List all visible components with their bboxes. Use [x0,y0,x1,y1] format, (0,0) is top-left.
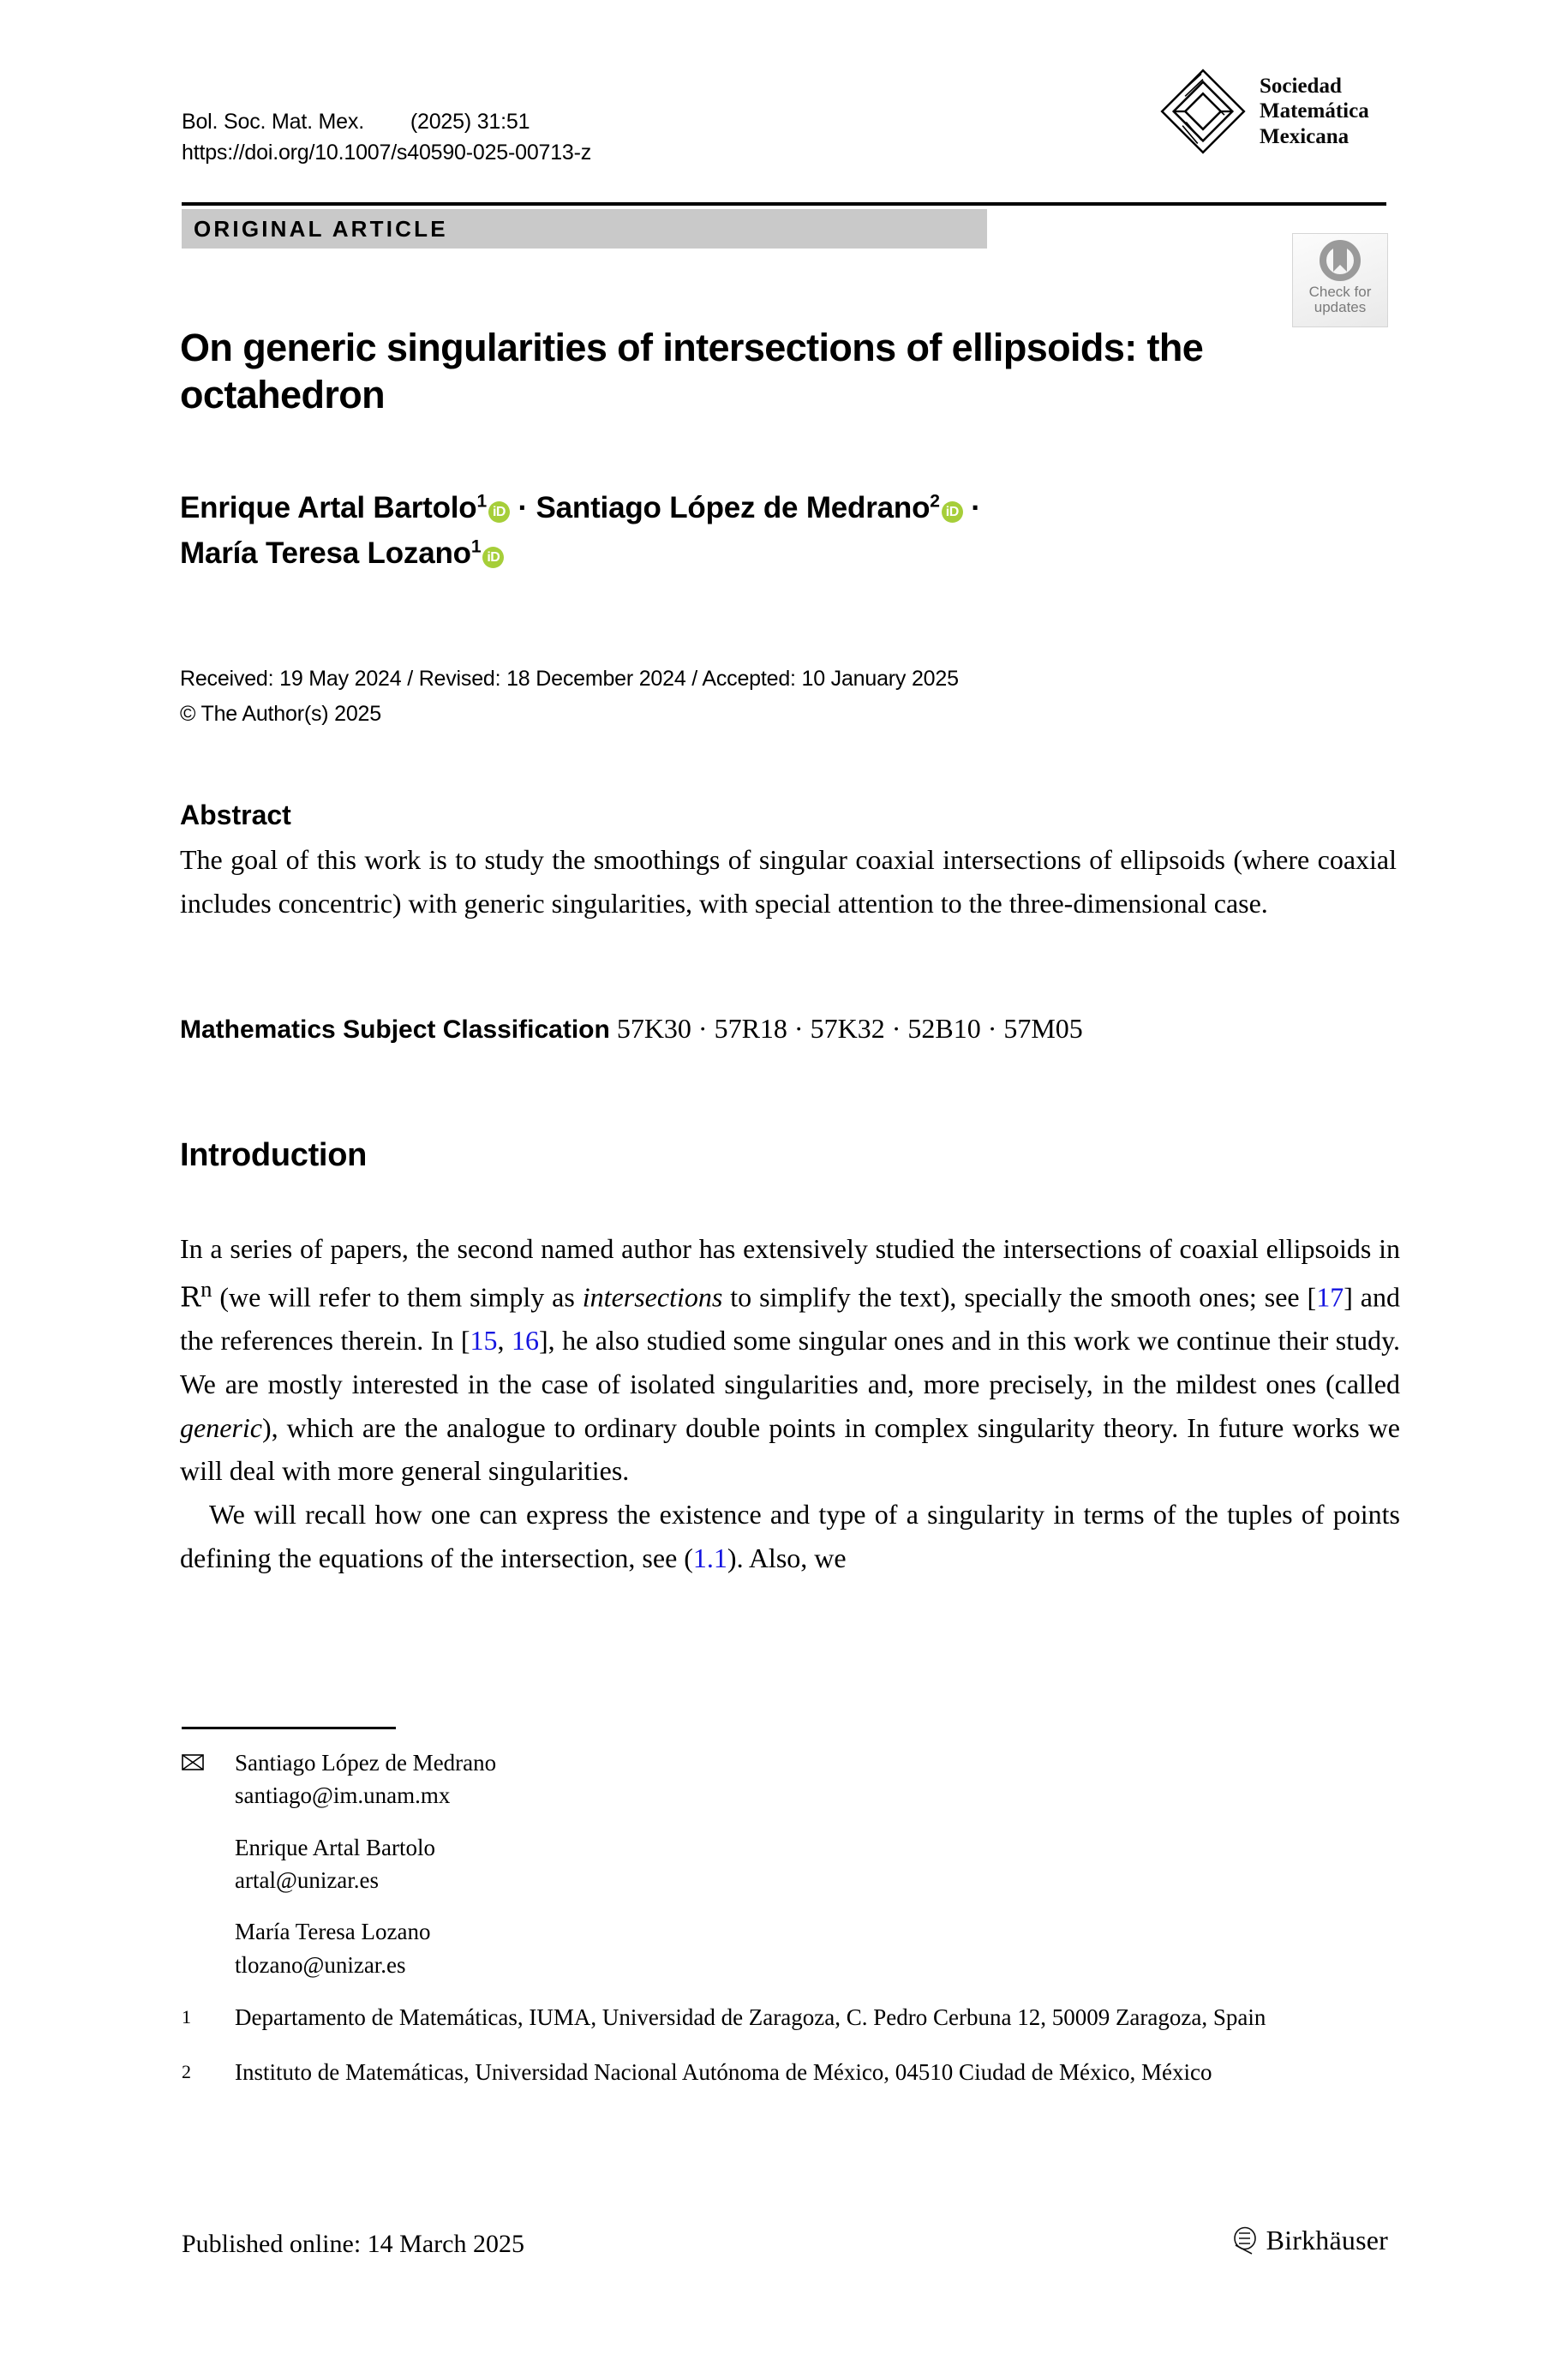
author-affiliation-marker: 1 [470,536,482,557]
correspondence-item [182,1831,1390,1897]
crossmark-line1: Check for [1308,284,1372,300]
intro-text: to simplify the text), specially the smooth ones; see [ [722,1281,1317,1313]
affiliation-text: Departamento de Matemáticas, IUMA, Universidad de Zaragoza, C. Pedro Cerbuna 12, 50009 Zaragoza, Spain [235,2004,1266,2030]
author-name: María Teresa Lozano [180,536,471,571]
abstract-heading: Abstract [180,800,291,830]
nested-diamond-icon [1158,67,1248,156]
equation-link-1-1[interactable]: 1.1 [692,1542,727,1573]
affiliation-marker: 2 [182,2060,191,2082]
intro-text: ], he also studied some singular ones and in this work we continue their study. We are mostly interested in the case of isolated singularities and, more precisely, in the mildest ones (called [180,1325,1401,1399]
intro-paragraph-1 [180,1227,1400,1493]
article-type-label: ORIGINAL ARTICLE [194,215,448,242]
intro-text: In a series of papers, the second named author has extensively studied the intersections of coaxial ellipsoids in [180,1233,1400,1264]
check-for-updates-badge[interactable] [1292,233,1388,327]
author-name: Santiago López de Medrano [536,491,931,524]
correspondence-block [182,1746,1390,2000]
affiliation-item [182,2056,1398,2090]
citation-link-16[interactable]: 16 [511,1325,539,1357]
intro-emphasis: generic [180,1411,262,1443]
msc-label: Mathematics Subject Classification [180,1015,610,1044]
real-numbers-symbol: R [180,1280,201,1314]
publisher-logo [1233,2225,1388,2256]
correspondence-content [235,1915,1390,1981]
footnote-marker-empty [182,1915,235,1981]
contact-name: María Teresa Lozano [235,1919,431,1945]
dimension-exponent: n [200,1275,212,1302]
author-separator: · [971,491,981,524]
footnote-separator [182,1727,396,1729]
affiliation-text: Instituto de Matemáticas, Universidad Nacional Autónoma de México, 04510 Ciudad de México, México [235,2058,1212,2085]
copyright-line: © The Author(s) 2025 [180,701,381,726]
affiliation-item [182,2001,1398,2035]
author-affiliation-marker: 1 [476,491,487,512]
author-list [180,485,1320,576]
author-name: Enrique Artal Bartolo [180,491,477,524]
article-dates: Received: 19 May 2024 / Revised: 18 December 2024 / Accepted: 10 January 2025 [180,667,959,691]
orcid-icon[interactable]: iD [942,501,963,523]
msc-codes: 57K30 · 57R18 · 57K32 · 52B10 · 57M05 [616,1013,1083,1044]
header-rule [182,202,1386,206]
envelope-icon-glyph [182,1754,204,1770]
crossmark-line2: updates [1314,299,1367,316]
abstract-text: The goal of this work is to study the smoothings of singular coaxial intersections of ellipsoids (where coaxial includes concentric) with generic singularities, with special attention to the three-dimensional case. [180,844,1397,919]
contact-name: Santiago López de Medrano [235,1750,497,1776]
journal-citation: Bol. Soc. Mat. Mex. (2025) 31:51 [182,110,530,134]
society-name-line1: Sociedad [1260,74,1342,98]
intro-text: (we will refer to them simply as [212,1281,583,1313]
publisher-name: Birkhäuser [1266,2225,1388,2255]
correspondence-item [182,1746,1390,1812]
published-online-date: Published online: 14 March 2025 [182,2230,524,2258]
journal-doi[interactable]: https://doi.org/10.1007/s40590-025-00713-z [182,141,592,165]
intro-text: We will recall how one can express the existence and type of a singularity in terms of the tuples of points defining the equations of the intersection, see ( [180,1498,1400,1573]
affiliation-marker: 1 [182,2006,191,2028]
society-name-line3: Mexicana [1260,124,1350,148]
crossmark-text [1309,285,1372,316]
intro-text: ] and the references therein. In [ [180,1281,1401,1357]
contact-email[interactable]: tlozano@unizar.es [235,1951,406,1978]
orcid-icon[interactable]: iD [482,547,504,568]
society-logo [1158,67,1369,156]
article-history [180,662,1294,731]
contact-email[interactable]: artal@unizar.es [235,1866,380,1893]
citation-link-17[interactable]: 17 [1316,1281,1344,1313]
footnote-marker-empty [182,1831,235,1897]
envelope-icon [182,1746,235,1812]
citation-link-15[interactable]: 15 [470,1325,498,1357]
section-heading-introduction: Introduction [180,1137,368,1173]
orcid-icon[interactable]: iD [488,501,510,523]
intro-text: ). Also, we [727,1542,847,1573]
society-name [1260,74,1369,150]
crossmark-ring-icon [1315,239,1365,284]
correspondence-content [235,1831,1390,1897]
intro-text: , [497,1325,512,1357]
page-title: On generic singularities of intersections of ellipsoids: the octahedron [180,326,1204,417]
introduction-body [180,1227,1400,1579]
author-affiliation-marker: 2 [930,491,940,512]
affiliation-block [182,2001,1398,2110]
birkhauser-leaf-icon [1233,2226,1259,2255]
author-separator: · [518,491,528,524]
correspondence-content [235,1746,1390,1812]
contact-name: Enrique Artal Bartolo [235,1834,435,1860]
correspondence-item [182,1915,1390,1981]
intro-emphasis: intersections [582,1281,723,1313]
intro-text: ), which are the analogue to ordinary double points in complex singularity theory. In future works we will deal with more general singularities. [180,1411,1400,1487]
society-name-line2: Matemática [1260,99,1369,123]
intro-paragraph-2 [180,1493,1400,1579]
msc-line [180,1013,1405,1045]
contact-email[interactable]: santiago@im.unam.mx [235,1782,451,1809]
article-type-banner [182,209,987,249]
